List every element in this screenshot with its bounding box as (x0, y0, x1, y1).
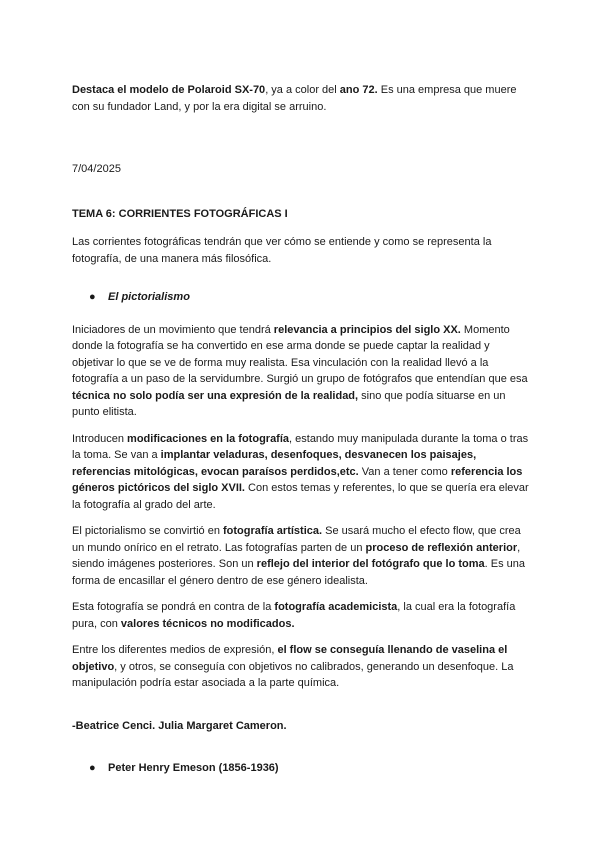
bold-run: técnica no solo podía ser una expresión de la realidad, (72, 389, 359, 402)
bold-run: el flow se conseguía llenando de vaselina el objetivo (72, 644, 508, 673)
intro-paragraph (72, 82, 532, 115)
text-run: Momento donde la fotografía se ha convertido en ese arma donde se puede captar la realidad y objetivar lo que se ve de forma muy realista. Esa vinculación con la realidad llevó a la fotografía a un paso de la servidumbre. Surgió un grupo de fotógrafos que entendían que esa (72, 323, 528, 385)
bullet-title: El pictorialismo (108, 291, 190, 303)
bullet-emerson (72, 760, 532, 777)
text-run: . Es una forma de encasillar el género dentro de ese género idealista. (72, 558, 525, 587)
bold-run: relevancia a principios del siglo XX. (273, 323, 461, 336)
intro-bold-model: Destaca el modelo de Polaroid SX-70 (72, 84, 266, 96)
bold-run: fotografía artística. (223, 525, 323, 537)
text-run: Van a tener como (358, 465, 451, 478)
bold-run: proceso de reflexión anterior (365, 541, 518, 554)
paragraph-fotografia-artistica (72, 523, 532, 589)
bullet-dot-icon: ● (89, 291, 96, 303)
intro-text-end: Es una empresa que muere con su fundador Land, y por la era digital se arruino. (72, 84, 517, 113)
bold-run: fotografía academicista (274, 601, 398, 613)
paragraph-introducen (72, 431, 532, 514)
bold-run: modificaciones en la fotografía (127, 432, 290, 445)
document-page (72, 82, 532, 777)
bullet-pictorialismo (72, 289, 532, 306)
bold-run: implantar veladuras, desenfoques, desvanecen los paisajes, referencias mitológicas, evocan paraísos perdidos,etc. (72, 449, 477, 478)
paragraph-flow (72, 642, 532, 692)
paragraph-iniciadores (72, 322, 532, 421)
text-run: Entre los diferentes medios de expresión, (72, 644, 278, 656)
text-run: Esta fotografía se pondrá en contra de la (72, 601, 275, 613)
text-run: Iniciadores de un movimiento que tendrá (72, 323, 274, 336)
bold-run: reflejo del interior del fotógrafo que lo toma (256, 558, 485, 570)
intro-bold-year: ano 72. (339, 84, 378, 96)
paragraph-academicista (72, 599, 532, 632)
text-run: Introducen (72, 432, 128, 445)
text-run: sino que podía situarse en un punto elitista. (72, 389, 506, 418)
bullet-title: Peter Henry Emeson (1856-1936) (108, 762, 279, 774)
examples-line: -Beatrice Cenci. Julia Margaret Cameron. (72, 719, 287, 732)
text-run: Con estos temas y referentes, lo que se quería era elevar la fotografía al grado del arte. (72, 482, 529, 511)
intro-text: , ya a color del (265, 84, 340, 96)
bold-run: valores técnicos no modificados. (120, 617, 295, 630)
text-run: , estando muy manipulada durante la toma o tras la toma. Se van a (72, 432, 529, 461)
date-line: 7/04/2025 (72, 163, 121, 175)
bullet-dot-icon: ● (89, 762, 96, 774)
lead-paragraph: Las corrientes fotográficas tendrán que ver cómo se entiende y como se representa la fotografía, de una manera más filosófica. (72, 236, 492, 265)
bold-run: referencia los géneros pictóricos del siglo XVII. (72, 465, 523, 494)
text-run: Se usará mucho el efecto flow, que crea un mundo onírico en el retrato. Las fotografías parten de un (72, 525, 521, 554)
topic-heading: TEMA 6: CORRIENTES FOTOGRÁFICAS I (72, 207, 288, 220)
text-run: , la cual era la fotografía pura, con (72, 601, 516, 630)
text-run: El pictorialismo se convirtió en (72, 525, 224, 537)
text-run: , siendo imágenes posteriores. Son un (72, 541, 521, 570)
text-run: , y otros, se conseguía con objetivos no calibrados, generando un desenfoque. La manipulación podría estar asociada a la parte química. (72, 660, 514, 689)
